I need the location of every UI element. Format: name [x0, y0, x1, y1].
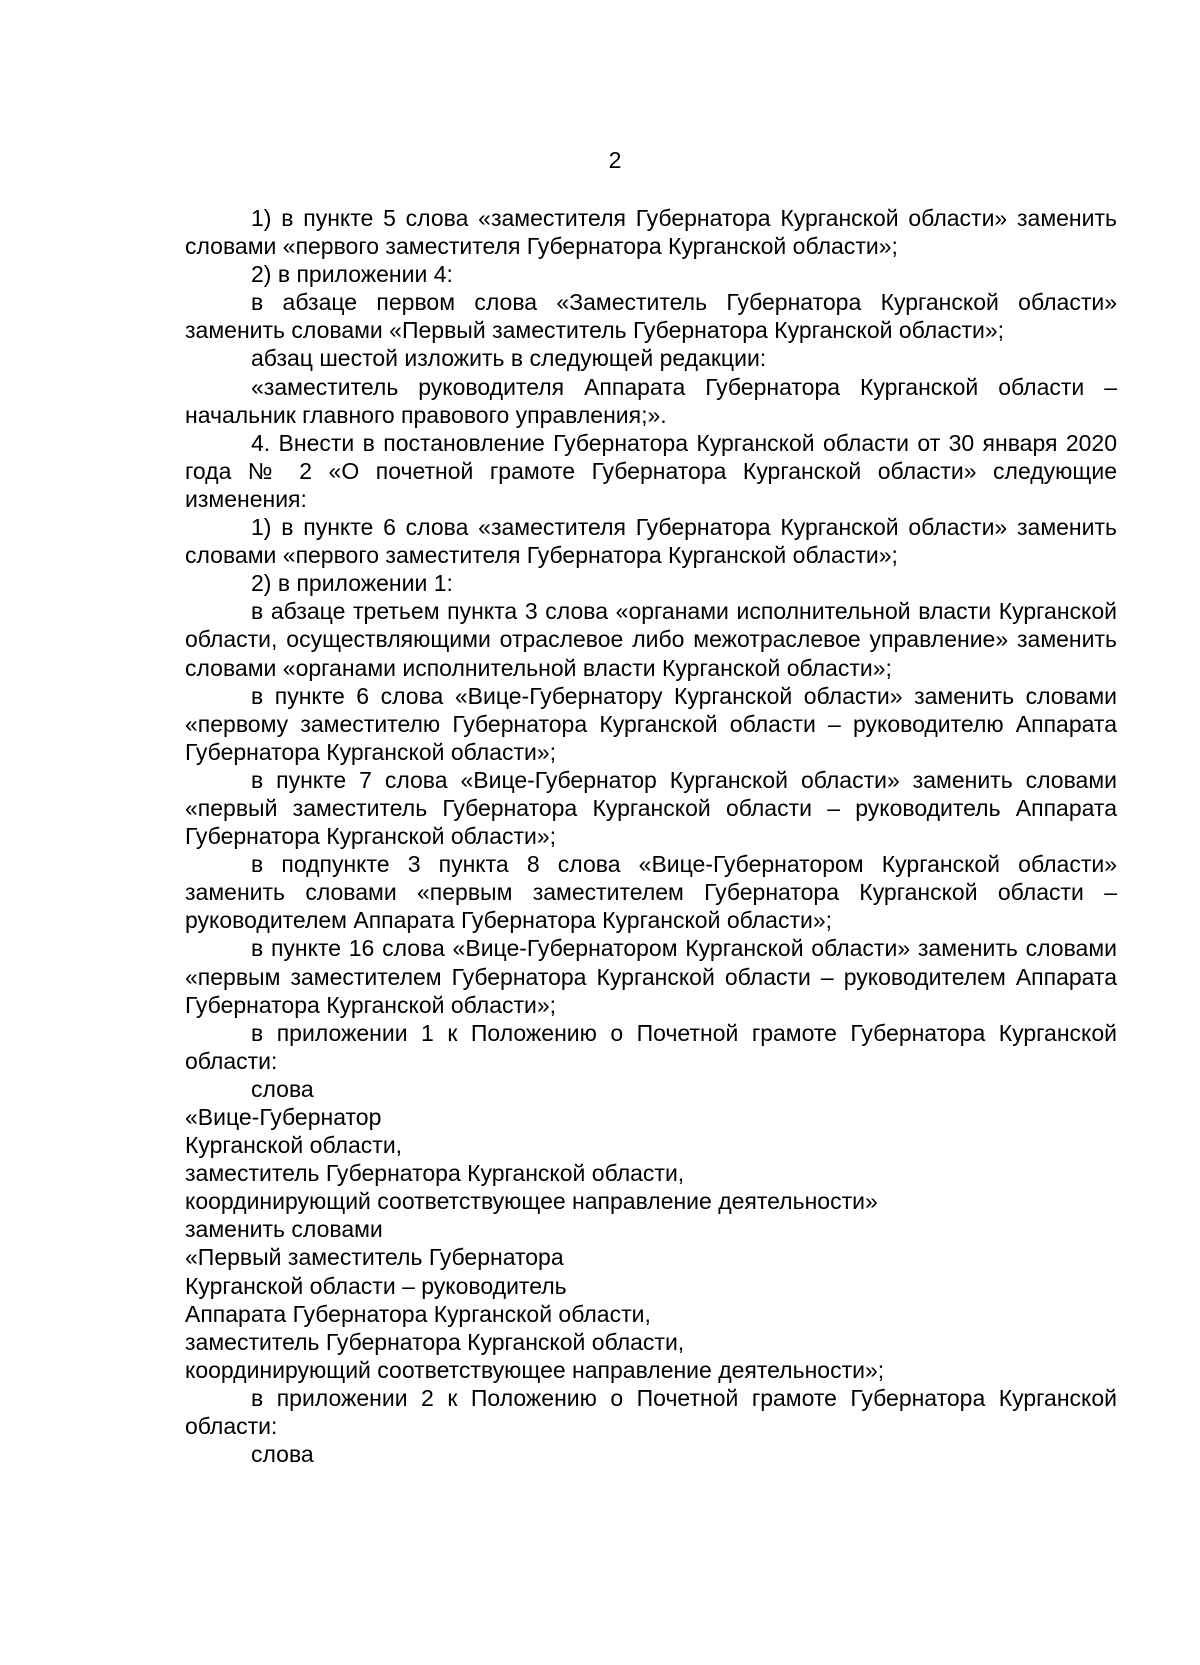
paragraph-words-1: слова: [251, 1075, 314, 1102]
page-number: 2: [608, 147, 622, 173]
new-wording-line: Аппарата Губернатора Курганской области,: [185, 1300, 651, 1327]
document-body: [185, 204, 1117, 1468]
new-wording-line: заместитель Губернатора Курганской области,: [185, 1328, 685, 1355]
old-wording-line: координирующий соответствующее направление деятельности»: [185, 1188, 878, 1215]
new-wording-line: координирующий соответствующее направление деятельности»;: [185, 1356, 885, 1383]
paragraph-appendix-2: в приложении 2 к Положению о Почетной грамоте Губернатора Курганской области:: [185, 1384, 1117, 1440]
new-wording-line: Курганской области – руководитель: [185, 1272, 567, 1299]
paragraph-item-2: 2) в приложении 4:: [251, 261, 453, 288]
paragraph-section-4-item-1: 1) в пункте 6 слова «заместителя Губернатора Курганской области» заменить словами «первого заместителя Губернатора Курганской области»;: [185, 514, 1117, 569]
paragraph-item-2-para-6: абзац шестой изложить в следующей редакции:: [251, 345, 767, 372]
new-wording-block: [185, 1243, 1117, 1383]
old-wording-line: заместитель Губернатора Курганской области,: [185, 1160, 685, 1187]
new-wording-line: «Первый заместитель Губернатора: [185, 1244, 564, 1271]
paragraph-point-7: в пункте 7 слова «Вице-Губернатор Курганской области» заменить словами «первый заместитель Губернатора Курганской области – руководитель Аппарата Губернатора Курганской области»;: [185, 766, 1117, 850]
paragraph-item-2-para-1: в абзаце первом слова «Заместитель Губернатора Курганской области» заменить словами «Первый заместитель Губернатора Курганской области»;: [185, 289, 1117, 344]
old-wording-block: [185, 1103, 1117, 1215]
paragraph-section-4: 4. Внести в постановление Губернатора Курганской области от 30 января 2020 года № 2 «О почетной грамоте Губернатора Курганской области» следующие изменения:: [185, 429, 1117, 512]
paragraph-point-3: в абзаце третьем пункта 3 слова «органами исполнительной власти Курганской области, осуществляющими отраслевое либо межотраслевое управление» заменить словами «органами исполнительной власти Курганской области»;: [185, 598, 1117, 681]
paragraph-point-6: в пункте 6 слова «Вице-Губернатору Курганской области» заменить словами «первому заместителю Губернатора Курганской области – руководителю Аппарата Губернатора Курганской области»;: [185, 682, 1117, 765]
old-wording-line: Курганской области,: [185, 1132, 403, 1159]
paragraph-point-16: в пункте 16 слова «Вице-Губернатором Курганской области» заменить словами «первым заместителем Губернатора Курганской области – руководителем Аппарата Губернатора Курганской области»;: [185, 935, 1117, 1018]
paragraph-item-1: 1) в пункте 5 слова «заместителя Губернатора Курганской области» заменить словами «первого заместителя Губернатора Курганской области»;: [185, 205, 1117, 260]
replace-label: заменить словами: [185, 1216, 383, 1243]
paragraph-new-wording: «заместитель руководителя Аппарата Губернатора Курганской области – начальник главного правового управления;».: [185, 373, 1117, 428]
old-wording-line: «Вице-Губернатор: [185, 1104, 382, 1130]
paragraph-words-2: слова: [251, 1441, 314, 1468]
paragraph-point-8: в подпункте 3 пункта 8 слова «Вице-Губернатором Курганской области» заменить словами «первым заместителем Губернатора Курганской области – руководителем Аппарата Губернатора Курганской области»;: [185, 851, 1117, 934]
paragraph-appendix-1: в приложении 1 к Положению о Почетной грамоте Губернатора Курганской области:: [185, 1019, 1117, 1074]
paragraph-section-4-item-2: 2) в приложении 1:: [251, 570, 453, 597]
